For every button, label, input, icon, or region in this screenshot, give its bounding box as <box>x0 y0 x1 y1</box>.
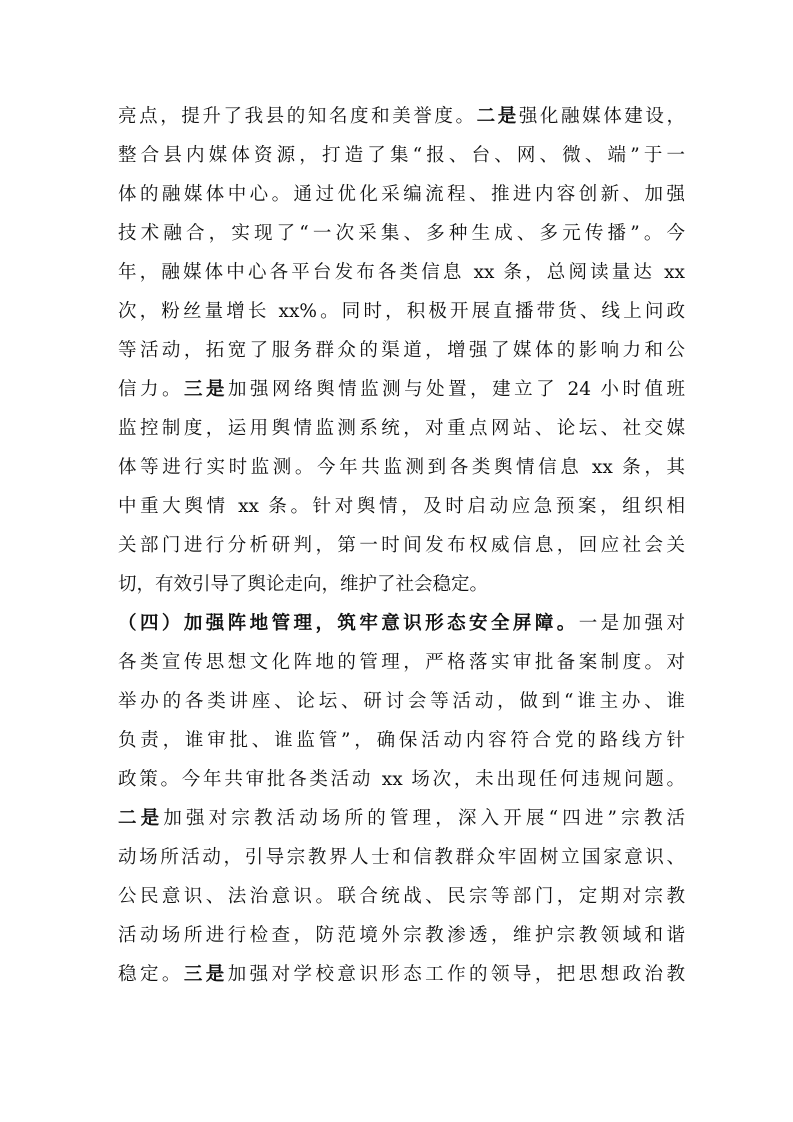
text-segment: 加强对 <box>622 613 685 634</box>
text-line <box>118 643 685 682</box>
text-line <box>118 799 685 838</box>
text-segment: 等活动，拓宽了服务群众的渠道，增强了媒体的影响力和公 <box>118 340 685 361</box>
text-segment: 加强网络舆情监测与处置，建立了 24 小时值班 <box>228 379 685 400</box>
text-segment: 活动场所进行检查，防范境外宗教渗透，维护宗教领域和谐 <box>118 925 685 946</box>
text-segment: 政策。今年共审批各类活动 xx 场次，未出现任何违规问题。 <box>118 769 685 790</box>
text-segment: 体的融媒体中心。通过优化采编流程、推进内容创新、加强 <box>118 184 685 205</box>
text-segment: 稳定。 <box>118 964 184 985</box>
text-line <box>118 604 685 643</box>
document-page <box>118 97 685 994</box>
text-segment: 一是 <box>578 613 623 634</box>
text-line <box>118 760 685 799</box>
text-line <box>118 838 685 877</box>
text-line <box>118 370 685 409</box>
text-line <box>118 721 685 760</box>
bold-text-segment: 二是 <box>118 808 164 829</box>
text-line <box>118 97 685 136</box>
text-segment: 切，有效引导了舆论走向，维护了社会稳定。 <box>118 574 489 595</box>
text-segment: 强化融媒体建设， <box>518 106 685 127</box>
text-segment: 监控制度，运用舆情监测系统，对重点网站、论坛、社交媒 <box>118 418 685 439</box>
text-line <box>118 682 685 721</box>
text-line <box>118 565 685 604</box>
text-line <box>118 916 685 955</box>
text-segment: 加强对学校意识形态工作的领导，把思想政治教 <box>227 964 685 985</box>
text-segment: 技术融合，实现了“一次采集、多种生成、多元传播”。今 <box>118 223 685 244</box>
bold-text-segment: 二是 <box>476 106 519 127</box>
text-segment: 关部门进行分析研判，第一时间发布权威信息，回应社会关 <box>118 535 685 556</box>
text-line <box>118 487 685 526</box>
text-line <box>118 526 685 565</box>
text-line <box>118 253 685 292</box>
text-segment: 次，粉丝量增长 xx%。同时，积极开展直播带货、线上问政 <box>118 301 685 322</box>
text-line <box>118 214 685 253</box>
text-line <box>118 292 685 331</box>
text-line <box>118 175 685 214</box>
text-segment: 信力。 <box>118 379 185 400</box>
text-segment: 加强对宗教活动场所的管理，深入开展“四进”宗教活 <box>163 808 685 829</box>
text-segment: 亮点，提升了我县的知名度和美誉度。 <box>118 106 477 127</box>
bold-text-segment: 三是 <box>184 379 229 400</box>
text-line <box>118 136 685 175</box>
text-segment: 年，融媒体中心各平台发布各类信息 xx 条，总阅读量达 xx <box>118 262 685 283</box>
text-segment: 中重大舆情 xx 条。针对舆情，及时启动应急预案，组织相 <box>118 496 685 517</box>
text-segment: 公民意识、法治意识。联合统战、民宗等部门，定期对宗教 <box>118 886 685 907</box>
text-segment: 各类宣传思想文化阵地的管理，严格落实审批备案制度。对 <box>118 652 685 673</box>
text-segment: 体等进行实时监测。今年共监测到各类舆情信息 xx 条，其 <box>118 457 685 478</box>
text-line <box>118 877 685 916</box>
text-line <box>118 409 685 448</box>
text-segment: 举办的各类讲座、论坛、研讨会等活动，做到“谁主办、谁 <box>118 691 685 712</box>
text-segment: 动场所活动，引导宗教界人士和信教群众牢固树立国家意识、 <box>118 847 685 868</box>
text-segment: 整合县内媒体资源，打造了集“报、台、网、微、端”于一 <box>118 145 685 166</box>
bold-text-segment: （四）加强阵地管理，筑牢意识形态安全屏障。 <box>118 613 579 634</box>
text-segment: 负责，谁审批、谁监管”，确保活动内容符合党的路线方针 <box>118 730 685 751</box>
text-line <box>118 448 685 487</box>
bold-text-segment: 三是 <box>183 964 228 985</box>
text-line <box>118 955 685 994</box>
text-line <box>118 331 685 370</box>
